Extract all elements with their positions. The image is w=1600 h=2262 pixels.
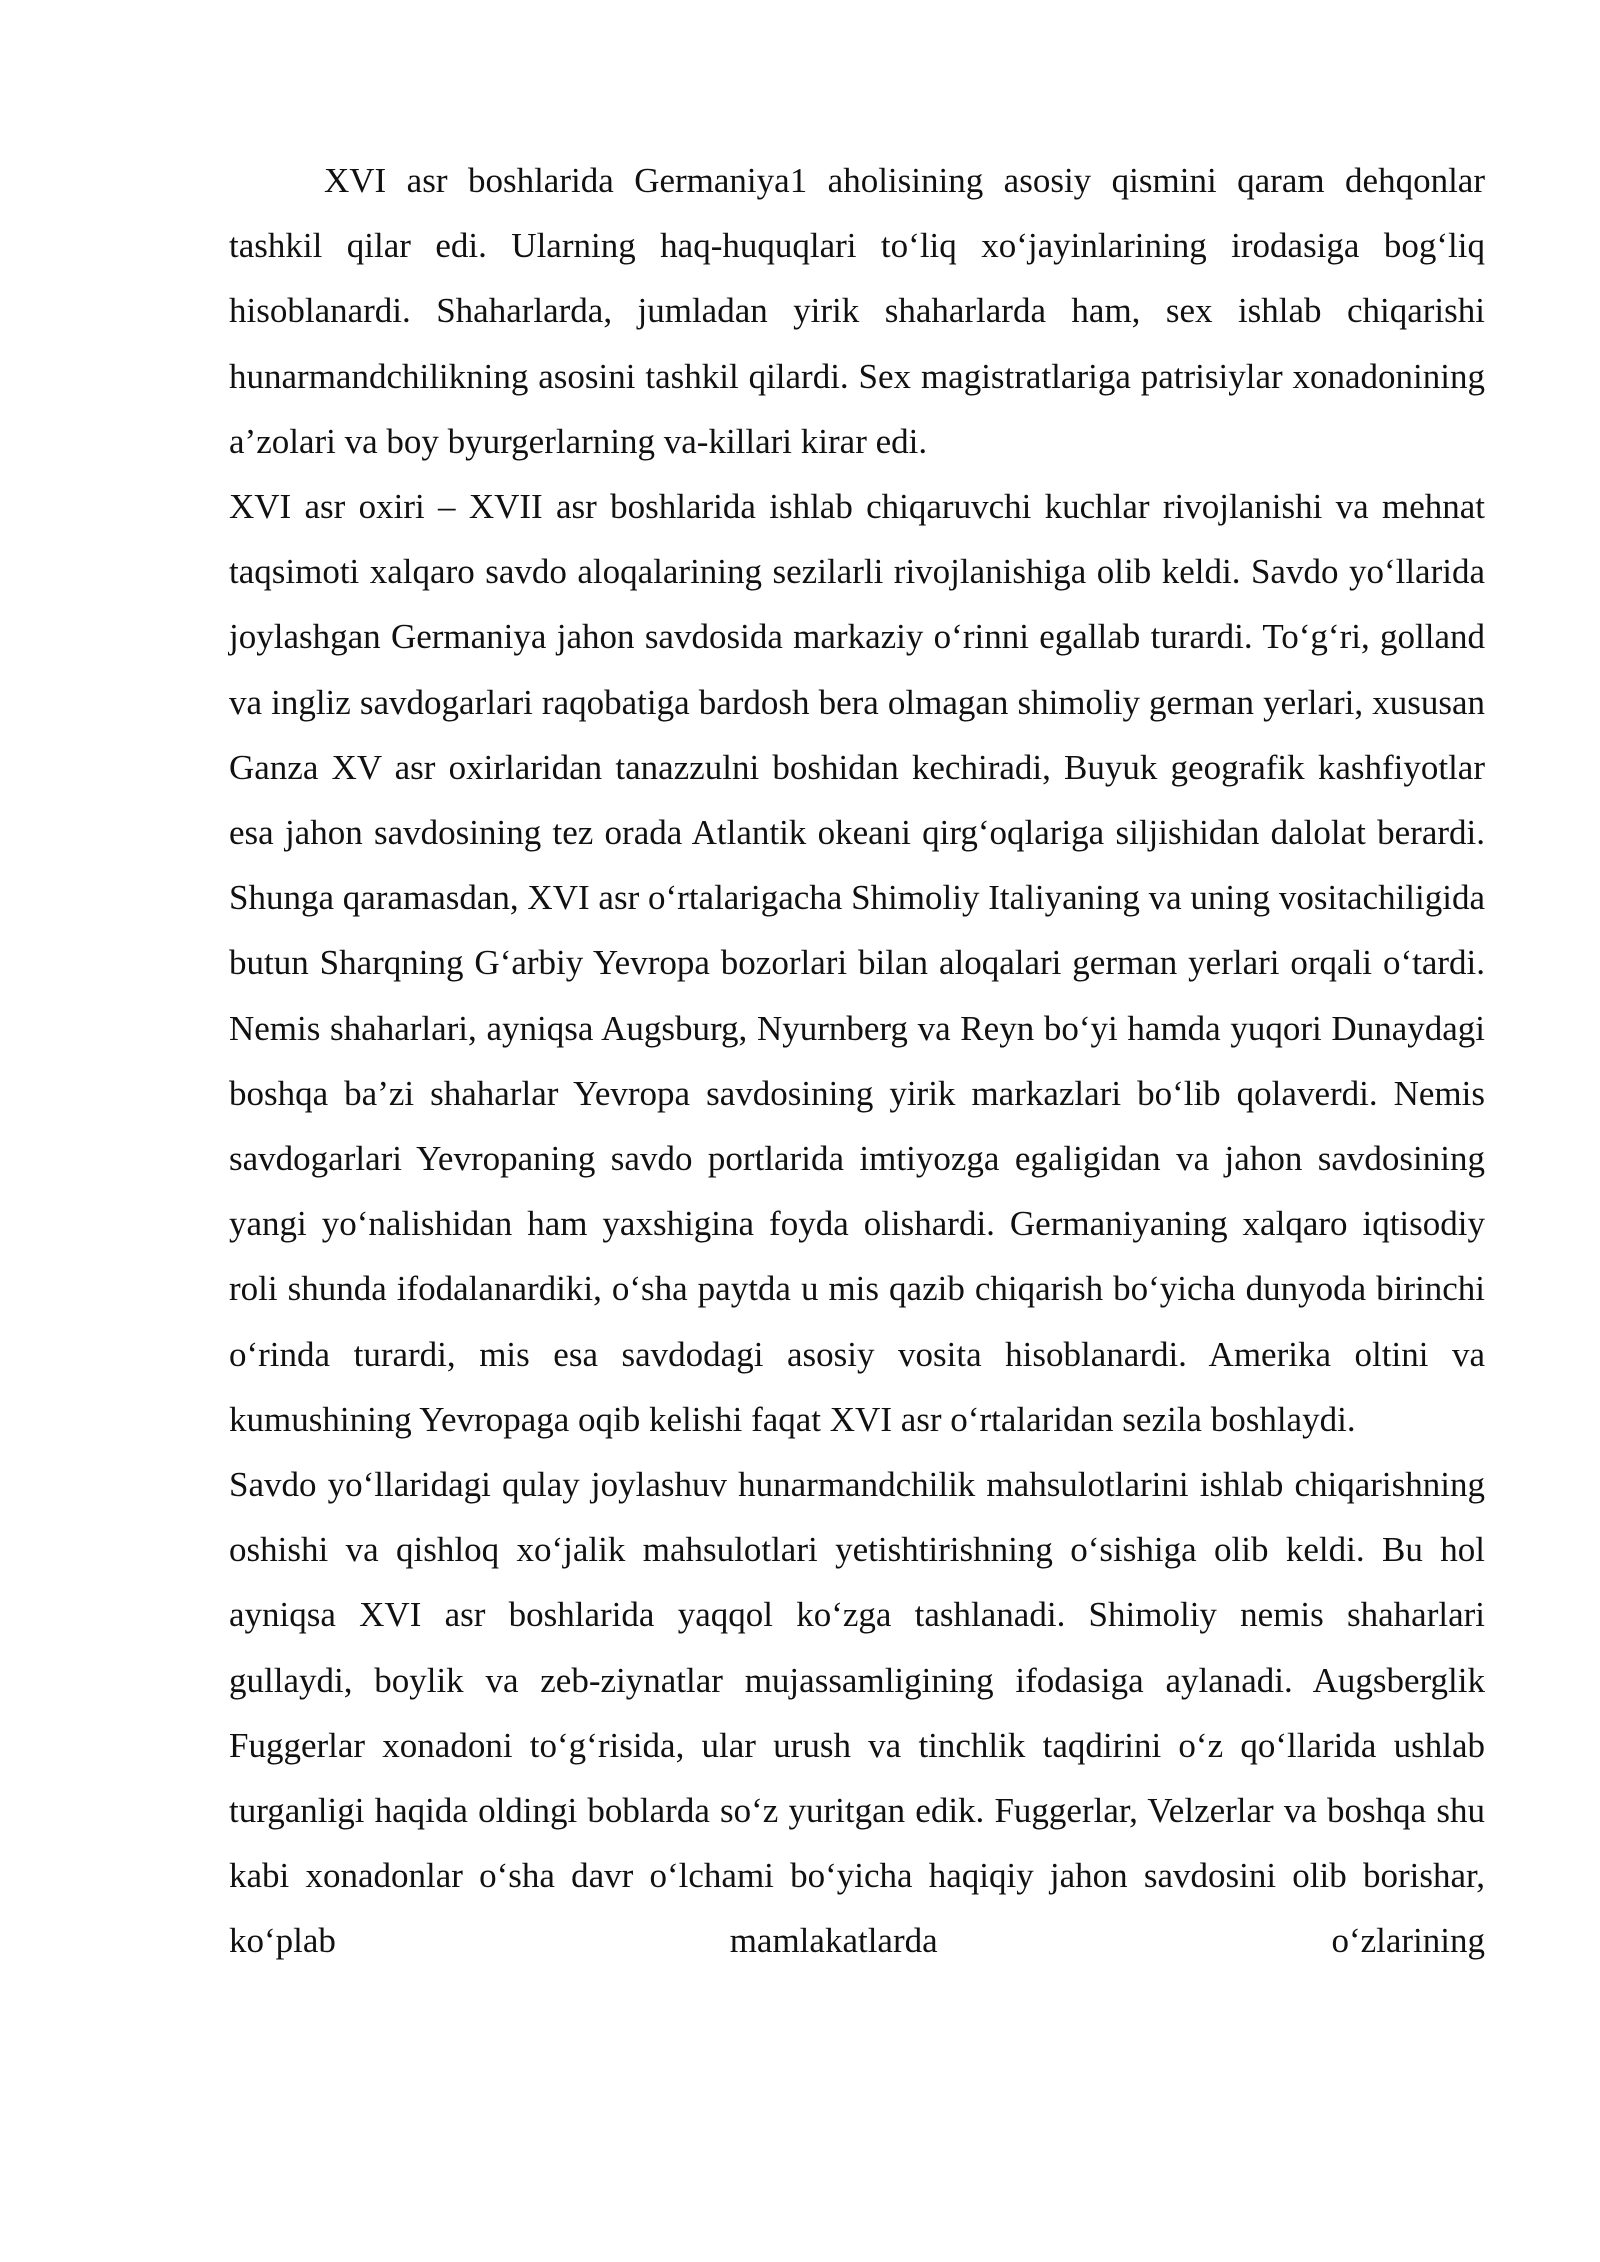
paragraph-3: Savdo yo‘llaridagi qulay joylashuv hunarmandchilik mahsulotlarini ishlab chiqarishning oshishi va qishloq xo‘jalik mahsulotlari yetishtirishning o‘sishiga olib keldi. Bu hol ayniqsa XVI asr boshlarida yaqqol ko‘zga tashlanadi. Shimoliy nemis shaharlari gullaydi, boylik va zeb-ziynatlar mujassamligining ifodasiga aylanadi. Augsberglik Fuggerlar xonadoni to‘g‘risida, ular urush va tinchlik taqdirini o‘z qo‘llarida ushlab turganligi haqida oldingi boblarda so‘z yuritgan edik. Fuggerlar, Velzerlar va boshqa shu kabi xonadonlar o‘sha davr o‘lchami bo‘yicha haqiqiy jahon savdosini olib borishar, ko‘plab mamlakatlarda o‘zlarining: [229, 1465, 1485, 1961]
paragraph-1: XVI asr boshlarida Germaniya1 aholisining asosiy qismini qaram dehqonlar tashkil qilar edi. Ularning haq-huquqlari to‘liq xo‘jayinlarining irodasiga bog‘liq hisoblanardi. Shaharlarda, jumladan yirik shaharlarda ham, sex ishlab chiqarishi hunarmandchilikning asosini tashkil qilardi. Sex magistratlariga patrisiylar xonadonining a’zolari va boy byurgerlarning va-killari kirar edi.: [229, 161, 1485, 461]
paragraph-2: XVI asr oxiri – XVII asr boshlarida ishlab chiqaruvchi kuchlar rivojlanishi va mehnat taqsimoti xalqaro savdo aloqalarining sezilarli rivojlanishiga olib keldi. Savdo yo‘llarida joylashgan Germaniya jahon savdosida markaziy o‘rinni egallab turardi. To‘g‘ri, golland va ingliz savdogarlari raqobatiga bardosh bera olmagan shimoliy german yerlari, xususan Ganza XV asr oxirlaridan tanazzulni boshidan kechiradi, Buyuk geografik kashfiyotlar esa jahon savdosining tez orada Atlantik okeani qirg‘oqlariga siljishidan dalolat berardi. Shunga qaramasdan, XVI asr o‘rtalarigacha Shimoliy Italiyaning va uning vositachiligida butun Sharqning G‘arbiy Yevropa bozorlari bilan aloqalari german yerlari orqali o‘tardi. Nemis shaharlari, ayniqsa Augsburg, Nyurnberg va Reyn bo‘yi hamda yuqori Dunaydagi boshqa ba’zi shaharlar Yevropa savdosining yirik markazlari bo‘lib qolaverdi. Nemis savdogarlari Yevropaning savdo portlarida imtiyozga egaligidan va jahon savdosining yangi yo‘nalishidan ham yaxshigina foyda olishardi. Germaniyaning xalqaro iqtisodiy roli shunda ifodalanardiki, o‘sha paytda u mis qazib chiqarish bo‘yicha dunyoda birinchi o‘rinda turardi, mis esa savdodagi asosiy vosita hisoblanardi. Amerika oltini va kumushining Yevropaga oqib kelishi faqat XVI asr o‘rtalaridan sezila boshlaydi.: [229, 487, 1485, 1439]
document-body: [229, 148, 1485, 1974]
